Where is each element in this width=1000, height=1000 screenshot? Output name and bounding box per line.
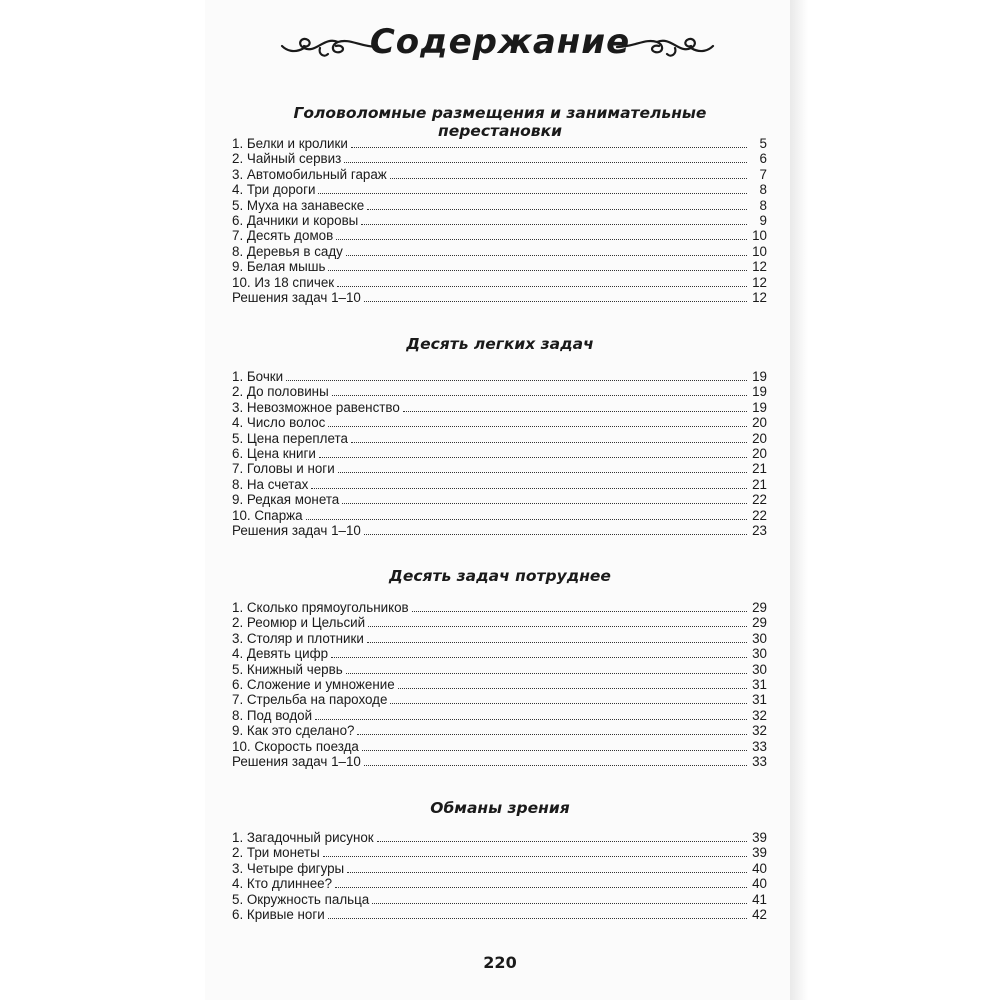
toc-entry[interactable] bbox=[232, 369, 767, 384]
dot-leader bbox=[328, 270, 747, 271]
toc-entry[interactable] bbox=[232, 213, 767, 228]
right-flourish-ornament bbox=[615, 34, 715, 60]
dot-leader bbox=[331, 657, 747, 658]
dot-leader bbox=[319, 457, 747, 458]
dot-leader bbox=[318, 193, 747, 194]
toc-entry-label: 10. Спаржа bbox=[232, 507, 303, 523]
toc-entry-page: 31 bbox=[752, 676, 767, 692]
dot-leader bbox=[328, 426, 747, 427]
toc-entry[interactable] bbox=[232, 739, 767, 754]
dot-leader bbox=[338, 472, 747, 473]
toc-entry[interactable] bbox=[232, 845, 767, 860]
toc-entry-label: 4. Число волос bbox=[232, 415, 326, 431]
toc-entry[interactable] bbox=[232, 523, 767, 538]
toc-entry-label: 6. Цена книги bbox=[232, 445, 316, 461]
toc-entry[interactable] bbox=[232, 892, 767, 907]
toc-entry-page: 5 bbox=[759, 136, 767, 151]
toc-entry-label: 1. Белки и кролики bbox=[232, 136, 348, 151]
toc-entry-page: 12 bbox=[752, 274, 767, 290]
toc-entry[interactable] bbox=[232, 677, 767, 692]
section-heading: Десять легких задач bbox=[406, 335, 594, 353]
dot-leader bbox=[351, 442, 747, 443]
page-edge-shadow bbox=[790, 0, 808, 1000]
toc-entry[interactable] bbox=[232, 615, 767, 630]
toc-entry-label: 9. Как это сделано? bbox=[232, 723, 355, 739]
toc-entry-page: 20 bbox=[752, 430, 767, 446]
dot-leader bbox=[306, 519, 747, 520]
toc-entry-page: 10 bbox=[752, 243, 767, 259]
dot-leader bbox=[323, 856, 747, 857]
toc-entry[interactable] bbox=[232, 692, 767, 707]
toc-entry-page: 33 bbox=[752, 753, 767, 769]
toc-entry-label: 3. Столяр и плотники bbox=[232, 630, 364, 646]
toc-entry-page: 41 bbox=[752, 891, 767, 907]
toc-entry[interactable] bbox=[232, 400, 767, 415]
toc-entry-page: 32 bbox=[752, 723, 767, 739]
page-number: 220 bbox=[483, 953, 517, 972]
toc-entry[interactable] bbox=[232, 461, 767, 476]
dot-leader bbox=[367, 642, 747, 643]
toc-list bbox=[232, 830, 767, 922]
toc-entry[interactable] bbox=[232, 600, 767, 615]
toc-entry-page: 19 bbox=[752, 399, 767, 415]
toc-entry-label: 5. Цена переплета bbox=[232, 430, 348, 446]
toc-entry-label: 2. Три монеты bbox=[232, 845, 320, 861]
toc-entry-label: 9. Редкая монета bbox=[232, 492, 340, 508]
toc-entry-label: 7. Стрельба на пароходе bbox=[232, 692, 388, 708]
dot-leader bbox=[412, 611, 747, 612]
toc-entry[interactable] bbox=[232, 830, 767, 845]
toc-entry-page: 22 bbox=[752, 507, 767, 523]
toc-entry[interactable] bbox=[232, 384, 767, 399]
toc-entry-label: 7. Десять домов bbox=[232, 228, 334, 244]
dot-leader bbox=[351, 147, 747, 148]
toc-entry-label: 2. Реомюр и Цельсий bbox=[232, 615, 366, 631]
toc-entry[interactable] bbox=[232, 259, 767, 274]
toc-entry[interactable] bbox=[232, 876, 767, 891]
toc-entry[interactable] bbox=[232, 754, 767, 769]
toc-entry[interactable] bbox=[232, 275, 767, 290]
dot-leader bbox=[377, 841, 747, 842]
toc-entry[interactable] bbox=[232, 508, 767, 523]
toc-entry-page: 12 bbox=[752, 289, 767, 305]
toc-entry-label: 3. Невозможное равенство bbox=[232, 399, 400, 415]
toc-entry-label: Решения задач 1–10 bbox=[232, 522, 361, 538]
toc-entry-label: 1. Бочки bbox=[232, 369, 284, 384]
toc-entry-label: 2. До половины bbox=[232, 384, 329, 400]
toc-entry-page: 8 bbox=[759, 182, 767, 198]
toc-entry-page: 19 bbox=[752, 384, 767, 400]
title-block bbox=[230, 18, 770, 78]
dot-leader bbox=[335, 887, 747, 888]
toc-entry-page: 20 bbox=[752, 415, 767, 431]
toc-entry-label: 4. Три дороги bbox=[232, 182, 316, 198]
toc-entry-label: 9. Белая мышь bbox=[232, 259, 326, 275]
dot-leader bbox=[390, 703, 747, 704]
dot-leader bbox=[342, 503, 747, 504]
toc-entry-page: 22 bbox=[752, 492, 767, 508]
toc-entry-label: 7. Головы и ноги bbox=[232, 461, 335, 477]
dot-leader bbox=[367, 209, 747, 210]
dot-leader bbox=[362, 750, 747, 751]
toc-entry-page: 30 bbox=[752, 646, 767, 662]
dot-leader bbox=[364, 765, 747, 766]
dot-leader bbox=[315, 719, 747, 720]
toc-entry[interactable] bbox=[232, 477, 767, 492]
dot-leader bbox=[337, 286, 747, 287]
toc-entry[interactable] bbox=[232, 646, 767, 661]
toc-entry[interactable] bbox=[232, 492, 767, 507]
toc-entry-label: 8. Деревья в саду bbox=[232, 243, 343, 259]
dot-leader bbox=[344, 162, 747, 163]
toc-entry[interactable] bbox=[232, 151, 767, 166]
dot-leader bbox=[357, 734, 747, 735]
dot-leader bbox=[347, 872, 747, 873]
toc-entry-page: 23 bbox=[752, 522, 767, 538]
section-heading: Головоломные размещения и занимательные перестановки bbox=[293, 104, 707, 140]
toc-entry[interactable] bbox=[232, 431, 767, 446]
dot-leader bbox=[398, 688, 747, 689]
toc-entry-label: 6. Сложение и умножение bbox=[232, 676, 395, 692]
toc-entry[interactable] bbox=[232, 244, 767, 259]
toc-entry-page: 33 bbox=[752, 738, 767, 754]
toc-entry-label: 5. Окружность пальца bbox=[232, 891, 370, 907]
dot-leader bbox=[364, 534, 747, 535]
page-title: Содержание bbox=[369, 22, 631, 62]
toc-entry-page: 30 bbox=[752, 661, 767, 677]
toc-entry[interactable] bbox=[232, 662, 767, 677]
toc-entry-label: 6. Дачники и коровы bbox=[232, 212, 359, 228]
toc-entry-label: 3. Автомобильный гараж bbox=[232, 166, 387, 182]
toc-entry-page: 9 bbox=[759, 212, 767, 228]
dot-leader bbox=[311, 488, 747, 489]
toc-entry[interactable] bbox=[232, 415, 767, 430]
toc-entry-page: 42 bbox=[752, 906, 767, 922]
toc-entry-page: 19 bbox=[752, 369, 767, 384]
toc-entry-page: 21 bbox=[752, 476, 767, 492]
toc-entry[interactable] bbox=[232, 290, 767, 305]
toc-entry-page: 30 bbox=[752, 630, 767, 646]
dot-leader bbox=[328, 918, 747, 919]
toc-entry-page: 21 bbox=[752, 461, 767, 477]
toc-entry-page: 29 bbox=[752, 600, 767, 615]
toc-entry-label: Решения задач 1–10 bbox=[232, 753, 361, 769]
toc-entry-page: 39 bbox=[752, 845, 767, 861]
toc-entry-page: 12 bbox=[752, 259, 767, 275]
toc-entry-label: 8. На счетах bbox=[232, 476, 309, 492]
toc-entry-label: 8. Под водой bbox=[232, 707, 313, 723]
dot-leader bbox=[361, 224, 747, 225]
toc-entry-page: 39 bbox=[752, 830, 767, 845]
toc-entry[interactable] bbox=[232, 198, 767, 213]
toc-entry-page: 20 bbox=[752, 445, 767, 461]
toc-entry-page: 32 bbox=[752, 707, 767, 723]
toc-entry[interactable] bbox=[232, 182, 767, 197]
toc-entry-label: 10. Скорость поезда bbox=[232, 738, 359, 754]
toc-entry-label: 4. Девять цифр bbox=[232, 646, 329, 662]
dot-leader bbox=[368, 626, 747, 627]
dot-leader bbox=[336, 239, 747, 240]
toc-list bbox=[232, 369, 767, 538]
toc-entry[interactable] bbox=[232, 228, 767, 243]
toc-list bbox=[232, 136, 767, 305]
section-heading: Десять задач потруднее bbox=[389, 567, 611, 585]
toc-entry-label: 6. Кривые ноги bbox=[232, 906, 325, 922]
toc-entry-page: 40 bbox=[752, 876, 767, 892]
toc-entry-label: 10. Из 18 спичек bbox=[232, 274, 335, 290]
dot-leader bbox=[346, 673, 747, 674]
toc-entry[interactable] bbox=[232, 446, 767, 461]
toc-list bbox=[232, 600, 767, 769]
dot-leader bbox=[286, 380, 747, 381]
section-heading: Обманы зрения bbox=[430, 799, 570, 817]
dot-leader bbox=[346, 255, 747, 256]
toc-entry-page: 29 bbox=[752, 615, 767, 631]
toc-entry-page: 7 bbox=[759, 166, 767, 182]
toc-entry-page: 10 bbox=[752, 228, 767, 244]
dot-leader bbox=[403, 411, 747, 412]
toc-entry-label: 2. Чайный сервиз bbox=[232, 151, 342, 167]
toc-entry[interactable] bbox=[232, 631, 767, 646]
toc-entry-label: 1. Загадочный рисунок bbox=[232, 830, 374, 845]
toc-entry[interactable] bbox=[232, 167, 767, 182]
toc-entry[interactable] bbox=[232, 907, 767, 922]
toc-entry[interactable] bbox=[232, 723, 767, 738]
toc-entry-label: 4. Кто длиннее? bbox=[232, 876, 333, 892]
toc-entry-label: 5. Книжный червь bbox=[232, 661, 343, 677]
toc-entry[interactable] bbox=[232, 861, 767, 876]
toc-entry-label: Решения задач 1–10 bbox=[232, 289, 361, 305]
toc-entry-label: 3. Четыре фигуры bbox=[232, 860, 345, 876]
toc-entry-page: 8 bbox=[759, 197, 767, 213]
dot-leader bbox=[332, 395, 747, 396]
toc-entry[interactable] bbox=[232, 136, 767, 151]
toc-entry-label: 5. Муха на занавеске bbox=[232, 197, 365, 213]
toc-entry-page: 6 bbox=[759, 151, 767, 167]
dot-leader bbox=[364, 301, 747, 302]
toc-entry-label: 1. Сколько прямоугольников bbox=[232, 600, 409, 615]
toc-entry-page: 31 bbox=[752, 692, 767, 708]
dot-leader bbox=[390, 178, 747, 179]
toc-entry[interactable] bbox=[232, 708, 767, 723]
toc-entry-page: 40 bbox=[752, 860, 767, 876]
dot-leader bbox=[372, 903, 747, 904]
